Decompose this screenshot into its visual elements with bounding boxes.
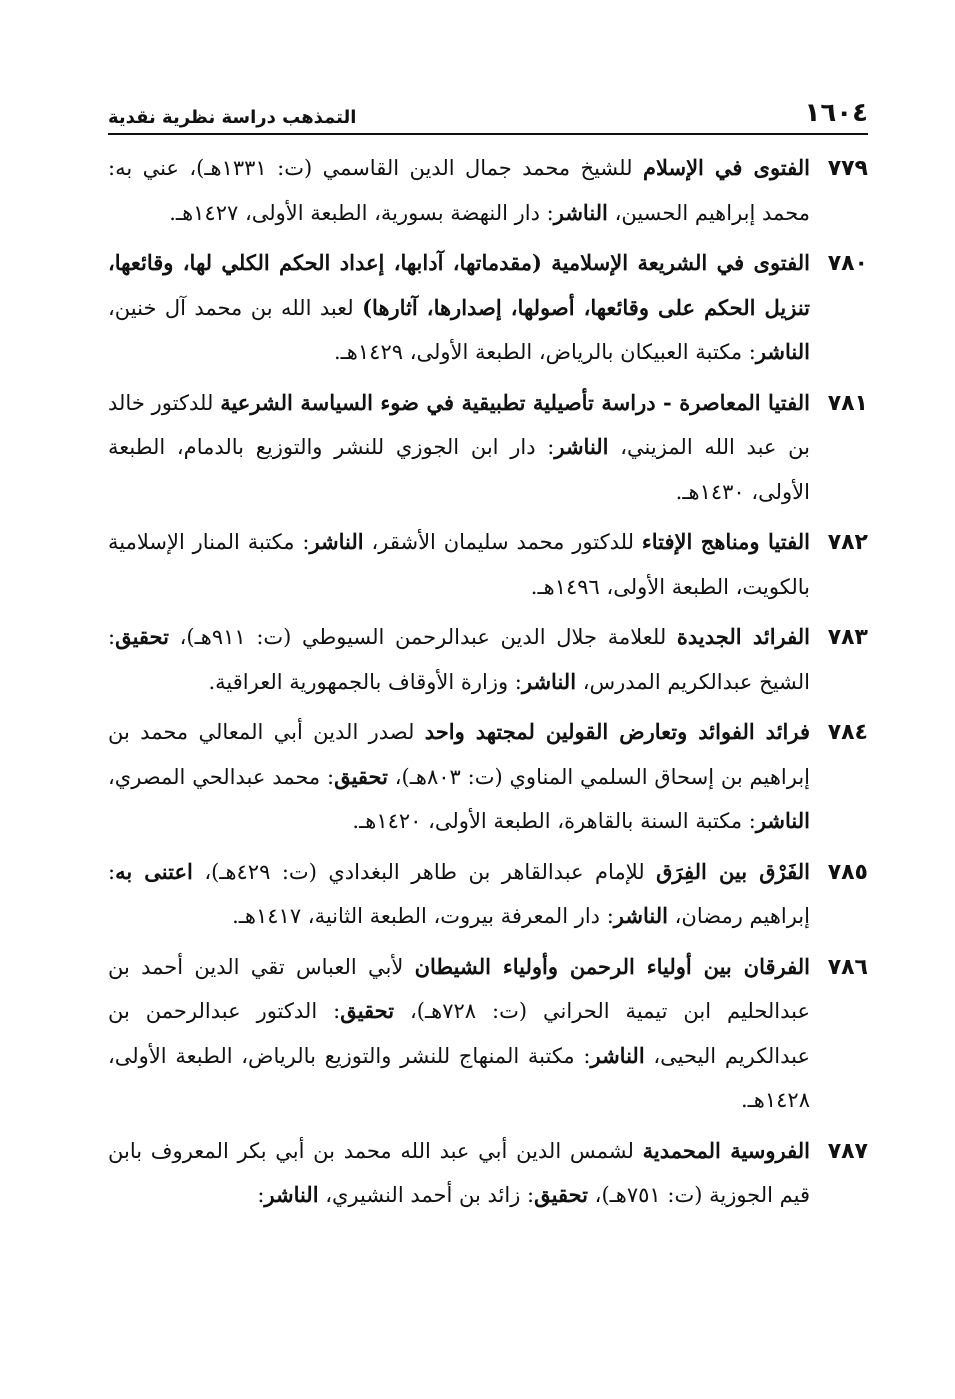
entry-number: ٧٨١ [827, 390, 868, 416]
running-head [108, 88, 868, 128]
entry-details: للعلامة جلال الدين عبدالرحمن السيوطي (ت: ٩١١هـ)، [168, 625, 677, 649]
entry-details: : إبراهيم رمضان، [108, 859, 810, 928]
entry-text [108, 615, 810, 704]
publisher-label: الناشر [264, 1182, 319, 1207]
bibliography-entry [108, 850, 868, 939]
entry-title: الفتيا المعاصرة - دراسة تأصيلية تطبيقية في ضوء السياسة الشرعية [220, 389, 810, 415]
publisher-label: الناشر [613, 903, 668, 928]
entry-details: للإمام عبدالقاهر بن طاهر البغدادي (ت: ٤٢٩هـ)، [192, 859, 657, 884]
entry-title: الفتوى في الشريعة الإسلامية (مقدماتها، آدابها، إعداد الحكم الكلي لها، وقائعها، تنزيل الحكم على وقائعها، أصولها، إصدارها، آثارها) [108, 250, 810, 320]
entry-details: : زائد بن أحمد النشيري، [318, 1183, 535, 1207]
entry-details: لأبي العباس تقي الدين أحمد بن عبدالحليم ابن تيمية الحراني (ت: ٧٢٨هـ)، [108, 954, 811, 1023]
editor-label: اعتنى به [115, 858, 193, 884]
entry-number: ٧٨٠ [827, 251, 868, 276]
entry-details: : مكتبة المنهاج للنشر والتوزيع بالرياض، الطبعة الأولى، ١٤٢٨هـ. [108, 1043, 810, 1112]
entry-details: : مكتبة المنار الإسلامية بالكويت، الطبعة الأولى، ١٤٩٦هـ. [108, 530, 810, 599]
entry-details: للشيخ محمد جمال الدين القاسمي (ت: ١٣٣١هـ)، عني به: محمد إبراهيم الحسين، [108, 156, 810, 225]
entry-details: : [257, 1183, 265, 1207]
page-number: ١٦٠٤ [804, 98, 868, 128]
entry-details: : دار النهضة بسورية، الطبعة الأولى، ١٤٢٧هـ. [169, 200, 554, 225]
entry-number: ٧٨٧ [827, 1138, 868, 1164]
entry-text [108, 1129, 810, 1218]
entry-title: الفتيا ومناهج الإفتاء [641, 529, 810, 554]
bibliography-list [108, 146, 868, 1224]
editor-label: تحقيق [334, 763, 388, 789]
entry-text [108, 945, 810, 1123]
publisher-label: الناشر [590, 1042, 645, 1068]
editor-label: تحقيق [340, 998, 395, 1023]
entry-details: : الدكتور عبدالرحمن بن عبدالكريم اليحيى، [108, 999, 810, 1068]
editor-label: تحقيق [115, 624, 169, 649]
entry-title: فرائد الفوائد وتعارض القولين لمجتهد واحد [424, 719, 810, 744]
entry-details: : محمد عبدالحي المصري، [108, 764, 335, 789]
entry-details: لشمس الدين أبي عبد الله محمد بن أبي بكر المعروف بابن قيم الجوزية (ت: ٧٥١هـ)، [108, 1138, 810, 1207]
publisher-label: الناشر [554, 434, 609, 459]
entry-details: : دار ابن الجوزي للنشر والتوزيع بالدمام، الطبعة الأولى، ١٤٣٠هـ. [108, 435, 810, 504]
entry-title: الفتوى في الإسلام [642, 155, 810, 180]
entry-details: لصدر الدين أبي المعالي محمد بن إبراهيم بن إسحاق السلمي المناوي (ت: ٨٠٣هـ)، [108, 720, 811, 789]
bibliography-entry [108, 1129, 868, 1218]
entry-details: لعبد الله بن محمد آل خنين، [108, 295, 363, 320]
entry-number: ٧٨٣ [827, 625, 868, 650]
entry-title: الفرقان بين أولياء الرحمن وأولياء الشيطان [414, 953, 810, 979]
entry-number: ٧٨٢ [827, 530, 868, 555]
entry-number: ٧٧٩ [827, 156, 868, 181]
entry-text [108, 710, 810, 844]
entry-details: : الشيخ عبدالكريم المدرس، [108, 625, 810, 694]
editor-label: تحقيق [534, 1182, 588, 1207]
bibliography-entry [108, 520, 868, 609]
entry-text [108, 850, 810, 939]
entry-text [108, 146, 810, 235]
entry-title: الفرائد الجديدة [676, 624, 810, 649]
publisher-label: الناشر [553, 199, 608, 225]
bibliography-entry [108, 945, 868, 1123]
bibliography-entry [108, 146, 868, 235]
bibliography-entry [108, 615, 868, 704]
bibliography-entry [108, 381, 868, 515]
bibliography-entry [108, 241, 868, 375]
entry-number: ٧٨٦ [827, 954, 868, 980]
entry-details: : دار المعرفة بيروت، الطبعة الثانية، ١٤١٧هـ. [232, 904, 614, 928]
entry-details: : مكتبة العبيكان بالرياض، الطبعة الأولى، ١٤٢٩هـ. [333, 340, 756, 364]
publisher-label: الناشر [521, 668, 577, 694]
entry-details: للدكتور خالد بن عبد الله المزيني، [108, 390, 810, 459]
publisher-label: الناشر [755, 808, 810, 833]
entry-details: : وزارة الأوقاف بالجمهورية العراقية. [208, 669, 522, 694]
entry-text [108, 520, 810, 609]
entry-text [108, 241, 810, 375]
entry-text [108, 381, 810, 515]
publisher-label: الناشر [309, 529, 364, 554]
entry-details: للدكتور محمد سليمان الأشقر، [363, 530, 642, 554]
entry-number: ٧٨٥ [827, 859, 868, 885]
book-title: التمذهب دراسة نظرية نقدية [108, 107, 357, 128]
entry-title: الفروسية المحمدية [642, 1137, 810, 1163]
entry-details: : مكتبة السنة بالقاهرة، الطبعة الأولى، ١٤٢٠هـ. [352, 809, 756, 833]
publisher-label: الناشر [755, 339, 810, 364]
bibliography-entry [108, 710, 868, 844]
entry-number: ٧٨٤ [827, 720, 868, 745]
header-rule [108, 133, 868, 135]
entry-title: الفَرْق بين الفِرَق [656, 858, 810, 884]
